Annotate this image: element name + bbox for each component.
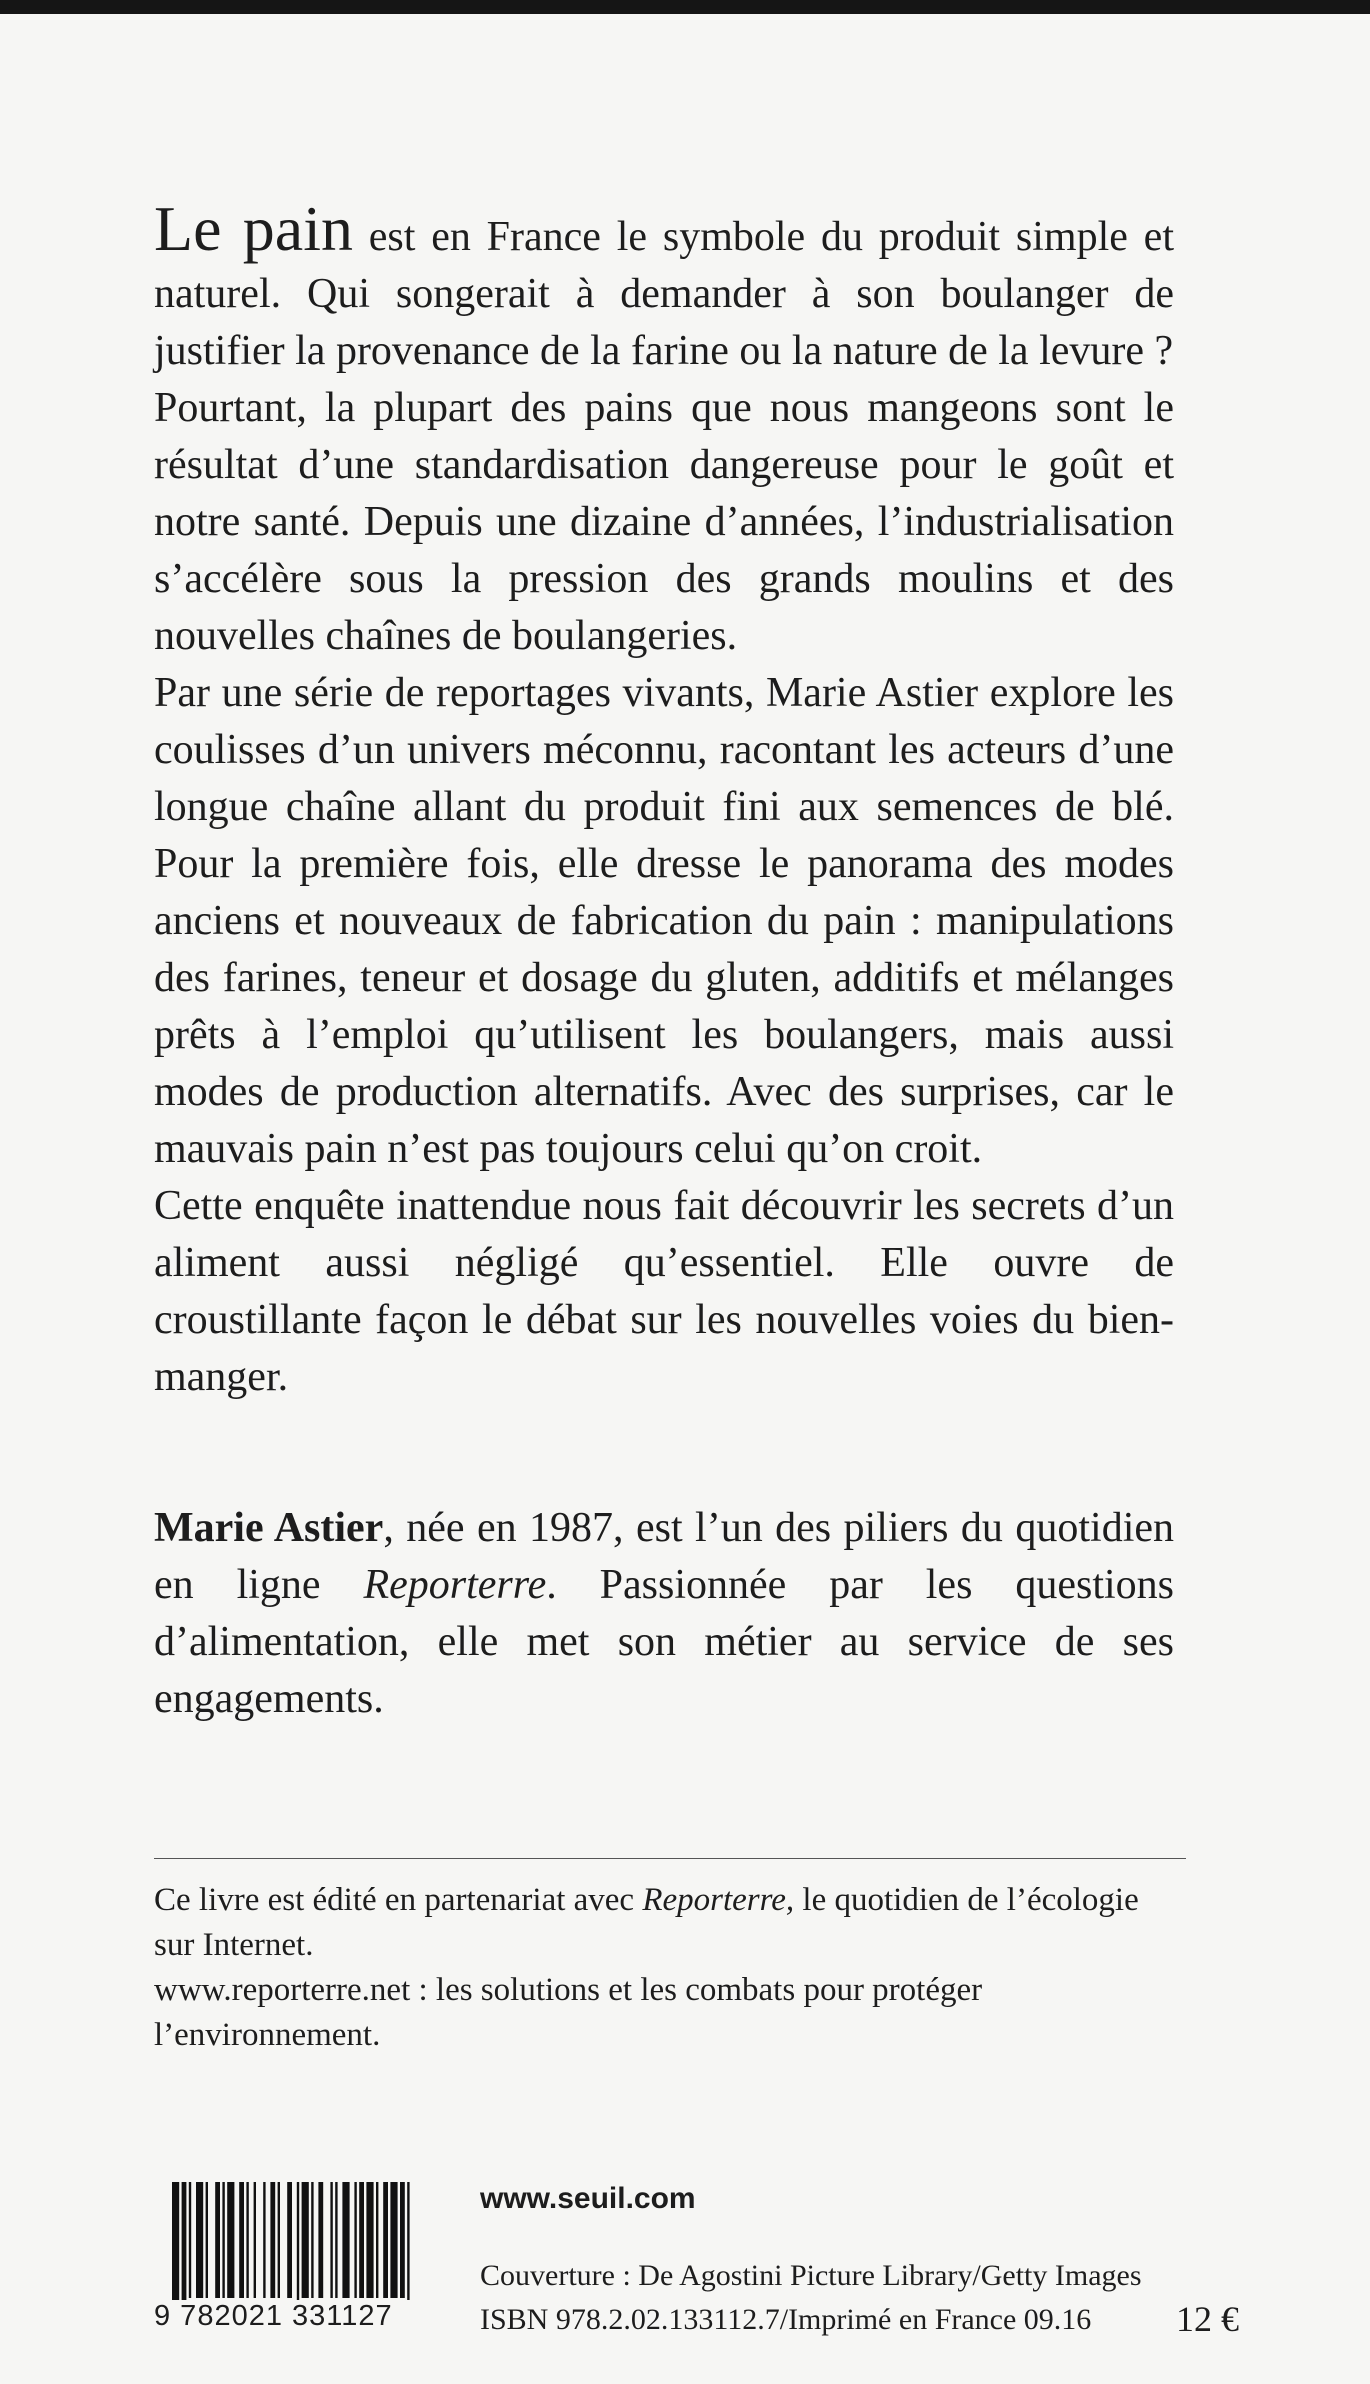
barcode-bar <box>227 2182 234 2298</box>
isbn-line: ISBN 978.2.02.133112.7/Imprimé en France 09.16 <box>480 2303 1092 2336</box>
barcode-bar <box>239 2182 244 2298</box>
barcode-bar <box>335 2182 337 2298</box>
partnership-text-end: le quotidien de l’écologie sur Internet. <box>154 1882 1139 1963</box>
barcode-bar <box>246 2182 248 2298</box>
blurb-paragraph-1 <box>154 193 1174 380</box>
barcode-bar <box>302 2182 309 2298</box>
barcode-bar <box>182 2182 187 2300</box>
author-bio-part-2: . Passionnée par les questions d’alimentation, elle met son métier au service de ses engagements. <box>154 1562 1175 1722</box>
barcode-bar <box>287 2182 292 2298</box>
lead-words: Le pain <box>154 193 353 264</box>
blurb-paragraph-1-text: est en France le symbole du produit simple et naturel. Qui songerait à demander à son boulanger de justifier la provenance de la farine ou la nature de la levure ? <box>154 214 1174 374</box>
publisher-website: www.seuil.com <box>480 2182 696 2215</box>
barcode-bar <box>206 2182 208 2298</box>
blurb-paragraph-2: Pourtant, la plupart des pains que nous mangeons sont le résultat d’une standardisation dangereuse pour le goût et notre santé. Depuis une dizaine d’années, l’industrialisation s’accélère sous la pression des grands moulins et des nouvelles chaînes de boulangeries. <box>154 385 1174 659</box>
partnership-line-2: www.reporterre.net : les solutions et les combats pour protéger l’environnement. <box>154 1972 983 2053</box>
partner-publication: Reporterre, <box>642 1882 795 1918</box>
barcode-bar <box>196 2182 203 2298</box>
barcode-bar <box>215 2182 220 2298</box>
author-bio <box>154 1500 1174 1728</box>
barcode-bar <box>390 2182 397 2298</box>
author-bio-part-1: , née en 1987, est l’un des piliers du quotidien en ligne <box>154 1505 1175 1608</box>
barcode-bar <box>263 2182 265 2298</box>
divider-line <box>154 1858 1186 1859</box>
blurb-paragraph-4: Cette enquête inattendue nous fait découvrir les secrets d’un aliment aussi négligé qu’essentiel. Elle ouvre de croustillante façon le débat sur les nouvelles voies du bien-manger. <box>154 1183 1174 1400</box>
barcode-bar <box>366 2182 373 2298</box>
barcode-bar <box>189 2182 191 2298</box>
barcode-bars <box>154 2182 469 2300</box>
barcode <box>154 2182 469 2332</box>
back-cover-text <box>154 193 1175 1728</box>
price: 12 € <box>1176 2299 1239 2339</box>
barcode-bar <box>254 2182 256 2298</box>
author-name: Marie Astier <box>154 1505 384 1551</box>
barcode-bar <box>330 2182 332 2298</box>
barcode-bar <box>278 2182 280 2298</box>
barcode-bar <box>359 2182 364 2298</box>
barcode-bar <box>354 2182 356 2298</box>
barcode-bar <box>400 2182 405 2298</box>
barcode-bar <box>270 2182 275 2298</box>
author-bio-text <box>154 1500 1174 1728</box>
publication-name: Reporterre <box>363 1562 547 1608</box>
cover-credit: Couverture : De Agostini Picture Library/Getty Images <box>480 2259 1142 2292</box>
barcode-bar <box>222 2182 224 2298</box>
blurb-paragraph-3: Par une série de reportages vivants, Marie Astier explore les coulisses d’un univers méconnu, racontant les acteurs d’une longue chaîne allant du produit fini aux semences de blé. Pour la première fois, elle dresse le panorama des modes anciens et nouveaux de fabrication du pain : manipulations des farines, teneur et dosage du gluten, additifs et mélanges prêts à l’emploi qu’utilisent les boulangers, mais aussi modes de production alternatifs. Avec des surprises, car le mauvais pain n’est pas toujours celui qu’on croit. <box>154 670 1174 1172</box>
blurb <box>154 193 1174 1406</box>
credits <box>480 2254 1200 2342</box>
barcode-bar <box>383 2182 388 2298</box>
barcode-bar <box>172 2182 179 2300</box>
barcode-bar <box>318 2182 323 2298</box>
barcode-bar <box>376 2182 378 2298</box>
top-dark-edge <box>0 0 1370 14</box>
barcode-bar <box>407 2182 409 2300</box>
barcode-bar <box>311 2182 313 2298</box>
partnership-text-start: Ce livre est édité en partenariat avec <box>154 1882 643 1918</box>
barcode-bar <box>342 2182 349 2298</box>
partnership-note <box>154 1878 1164 2058</box>
partnership-line-1 <box>154 1878 1164 1968</box>
barcode-bar <box>297 2182 299 2300</box>
barcode-digits: 9 782021 331127 <box>154 2300 393 2332</box>
